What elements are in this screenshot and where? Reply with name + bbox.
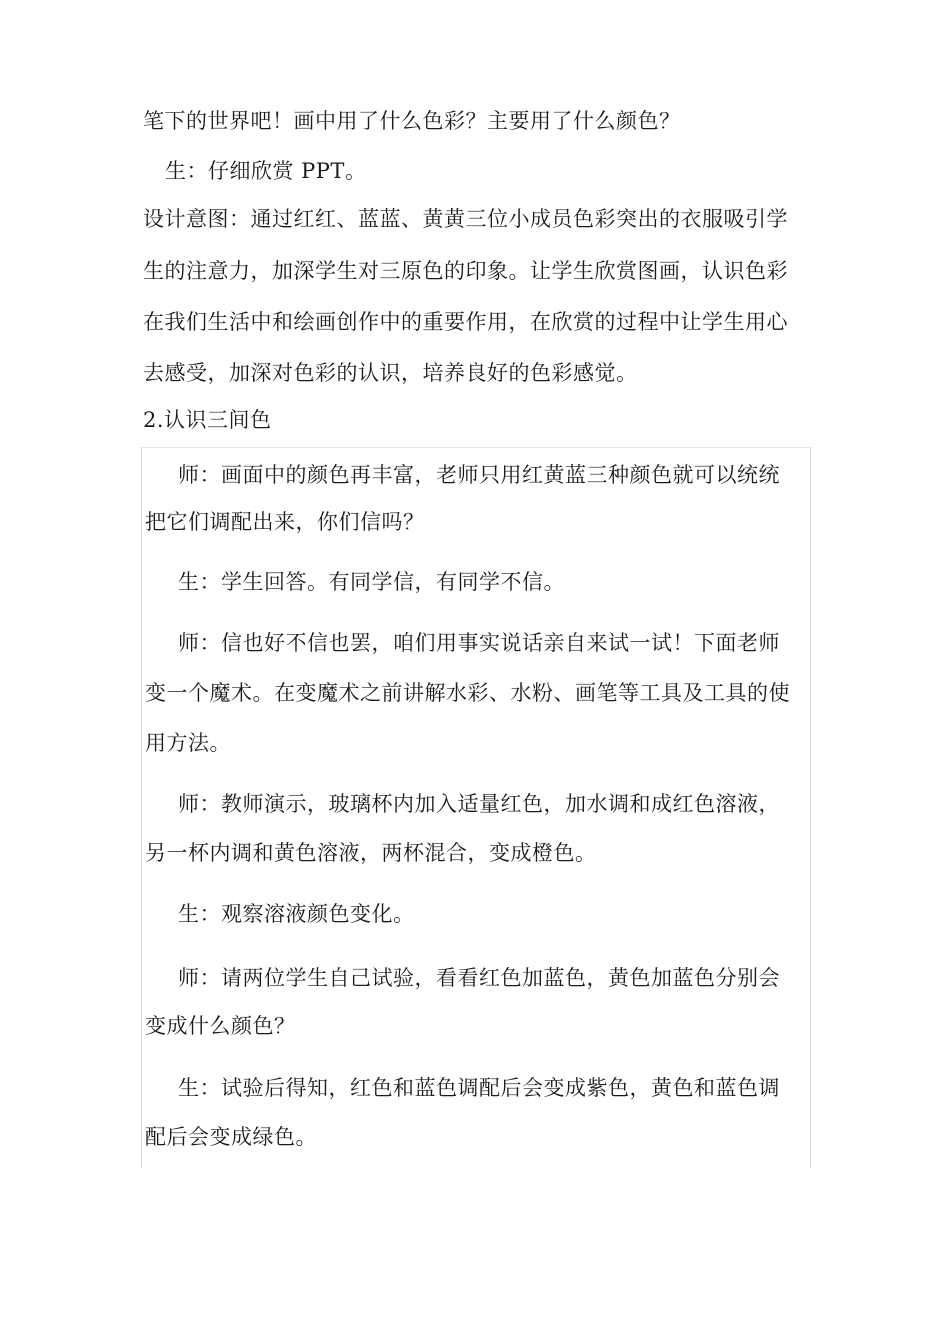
intro-line: 笔下的世界吧！画中用了什么色彩？主要用了什么颜色？ <box>143 109 681 133</box>
student-line: 生：仔细欣赏 PPT。 <box>165 159 367 183</box>
design-intent-line: 去感受，加深对色彩的认识，培养良好的色彩感觉。 <box>143 361 638 385</box>
dialogue-line: 另一杯内调和黄色溶液，两杯混合，变成橙色。 <box>145 841 597 865</box>
dialogue-line: 生：试验后得知，红色和蓝色调配后会变成紫色，黄色和蓝色调 <box>178 1076 780 1100</box>
dialogue-line: 把它们调配出来，你们信吗？ <box>145 510 425 534</box>
dialogue-line: 变成什么颜色？ <box>145 1014 296 1038</box>
design-intent-line: 在我们生活中和绘画创作中的重要作用，在欣赏的过程中让学生用心 <box>143 310 788 334</box>
dialogue-line: 生：学生回答。有同学信，有同学不信。 <box>178 570 565 594</box>
dialogue-line: 师：请两位学生自己试验，看看红色加蓝色，黄色加蓝色分别会 <box>178 966 780 990</box>
dialogue-line: 用方法。 <box>145 731 231 755</box>
dialogue-line: 师：信也好不信也罢，咱们用事实说话亲自来试一试！下面老师 <box>178 631 780 655</box>
dialogue-line: 师：画面中的颜色再丰富，老师只用红黄蓝三种颜色就可以统统 <box>178 463 780 487</box>
dialogue-line: 生：观察溶液颜色变化。 <box>178 902 415 926</box>
design-intent-line: 生的注意力，加深学生对三原色的印象。让学生欣赏图画，认识色彩 <box>143 259 788 283</box>
dialogue-line: 变一个魔术。在变魔术之前讲解水彩、水粉、画笔等工具及工具的使 <box>145 681 790 705</box>
design-intent-line: 设计意图：通过红红、蓝蓝、黄黄三位小成员色彩突出的衣服吸引学 <box>143 207 788 231</box>
dialogue-line: 配后会变成绿色。 <box>145 1125 317 1149</box>
dialogue-line: 师：教师演示，玻璃杯内加入适量红色，加水调和成红色溶液， <box>178 792 780 816</box>
section-heading: 2.认识三间色 <box>143 408 272 432</box>
